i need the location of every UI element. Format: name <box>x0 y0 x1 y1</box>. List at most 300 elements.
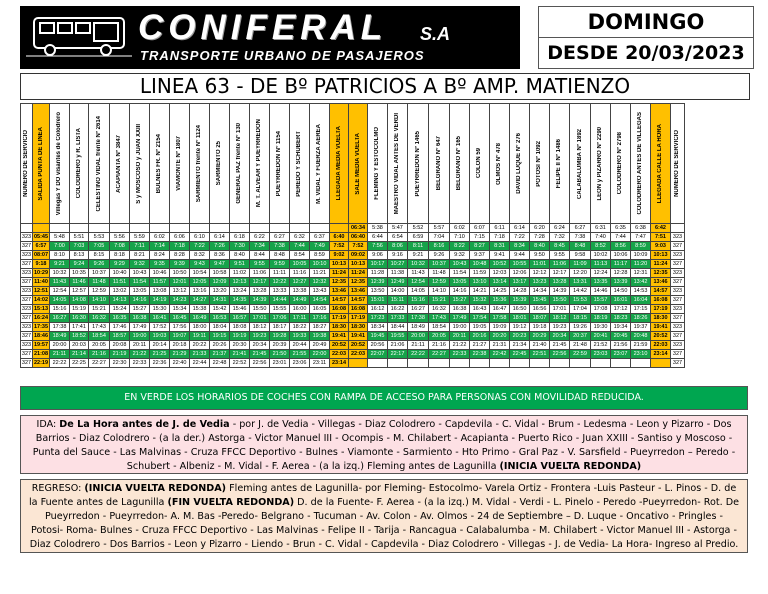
time-cell: 21:56 <box>611 341 631 350</box>
time-cell: 10:13 <box>330 260 349 269</box>
time-cell: 15:24 <box>110 305 130 314</box>
time-cell: 15:38 <box>190 305 210 314</box>
time-cell: 7:44 <box>611 233 631 242</box>
time-cell: 20:34 <box>550 332 570 341</box>
time-cell: 13:33 <box>270 287 290 296</box>
column-header-label: COLON 59 <box>476 148 482 179</box>
time-cell: 12:49 <box>388 278 408 287</box>
time-cell: 9:32 <box>130 260 150 269</box>
time-cell: 9:55 <box>550 251 570 260</box>
time-cell: 7:44 <box>290 242 310 251</box>
time-cell: 7:08 <box>110 242 130 251</box>
time-cell: 8:56 <box>611 242 631 251</box>
time-cell: 19:15 <box>210 332 230 341</box>
time-cell: 22:30 <box>110 359 130 368</box>
time-cell: 20:39 <box>270 341 290 350</box>
time-cell: 10:27 <box>388 260 408 269</box>
time-cell: 11:24 <box>651 260 671 269</box>
time-cell: 23:11 <box>310 359 330 368</box>
time-cell: 13:46 <box>349 287 368 296</box>
table-row <box>21 341 685 350</box>
table-row <box>21 269 685 278</box>
service-number-cell: 327 <box>671 278 685 287</box>
time-cell: 17:19 <box>349 314 368 323</box>
time-cell: 5:38 <box>368 224 388 233</box>
table-row <box>21 296 685 305</box>
time-cell: 14:57 <box>330 296 349 305</box>
table-row <box>21 224 685 233</box>
time-cell: 19:34 <box>611 323 631 332</box>
time-cell: 10:54 <box>190 269 210 278</box>
time-cell: 8:40 <box>530 242 550 251</box>
time-cell: 11:59 <box>470 269 490 278</box>
time-cell: 17:23 <box>368 314 388 323</box>
time-cell: 19:57 <box>33 342 49 348</box>
time-cell: 8:32 <box>190 251 210 260</box>
time-cell: 18:23 <box>611 314 631 323</box>
time-cell: 21:45 <box>550 341 570 350</box>
time-cell: 18:08 <box>230 323 250 332</box>
time-cell: 18:44 <box>388 323 408 332</box>
service-number-cell: 327 <box>671 242 685 251</box>
column-header-label: FLEMING Y ESTOCOLMO <box>374 127 380 200</box>
day-box <box>538 6 754 69</box>
time-cell: 21:50 <box>270 350 290 359</box>
time-cell: 14:28 <box>510 287 530 296</box>
time-cell: 12:35 <box>349 278 368 287</box>
column-header-label: CELESTINO VIDAL frente Nº 2614 <box>95 115 102 212</box>
column-header-label: LEON y PIZARRO Nº 2290 <box>597 126 603 201</box>
time-cell: 20:14 <box>150 341 170 350</box>
time-cell: 20:49 <box>310 341 330 350</box>
table-row <box>21 251 685 260</box>
column-header <box>651 104 671 224</box>
time-cell: 9:24 <box>70 260 89 269</box>
time-cell: 8:36 <box>210 251 230 260</box>
time-cell: 22:42 <box>490 350 510 359</box>
time-cell: 17:11 <box>290 314 310 323</box>
time-cell: 13:17 <box>510 278 530 287</box>
time-cell: 6:54 <box>388 233 408 242</box>
column-header-label: SALIDA PUNTA DE LINEA <box>37 126 44 201</box>
column-header-label: BELGRANO Nº 647 <box>435 136 442 191</box>
time-cell: 9:59 <box>270 260 290 269</box>
time-cell: 20:00 <box>50 341 70 350</box>
column-header-label: S y MOSCOSO y JUAN XXIII <box>136 123 142 204</box>
time-cell: 20:56 <box>368 341 388 350</box>
time-cell: 13:20 <box>210 287 230 296</box>
time-cell: 11:48 <box>89 278 110 287</box>
time-cell <box>170 224 190 233</box>
time-cell: 15:13 <box>33 306 49 312</box>
service-number-cell: 323 <box>21 288 32 294</box>
time-cell: 16:32 <box>89 314 110 323</box>
time-cell: 6:40 <box>330 233 349 242</box>
service-number-cell: 327 <box>21 297 32 303</box>
time-cell: 10:58 <box>210 269 230 278</box>
time-cell: 7:18 <box>170 242 190 251</box>
time-cell: 7:49 <box>310 242 330 251</box>
service-number-cell: 327 <box>21 243 32 249</box>
time-cell: 22:03 <box>651 341 671 350</box>
column-header-label: M. T. ALVEAR Y PUEYRREDON <box>256 119 262 208</box>
time-cell: 15:39 <box>510 296 530 305</box>
time-cell: 22:56 <box>550 350 570 359</box>
time-cell: 19:07 <box>170 332 190 341</box>
service-number-cell: 323 <box>671 251 685 260</box>
time-cell <box>429 359 450 368</box>
time-cell <box>210 224 230 233</box>
regreso-body-1: Fleming antes de Lagunilla- por Fleming- Estocolmo- Varela Ortiz - Frontera -Luis Pasteur - L. Pinos - D. de la Fuente antes de Lagunilla <box>29 483 737 508</box>
time-cell: 6:27 <box>570 224 591 233</box>
column-header <box>408 104 429 224</box>
time-cell: 20:37 <box>570 332 591 341</box>
timetable <box>20 103 685 368</box>
time-cell: 11:21 <box>310 269 330 278</box>
time-cell: 20:52 <box>330 341 349 350</box>
time-cell: 9:47 <box>210 260 230 269</box>
time-cell: 21:08 <box>33 351 49 357</box>
time-cell: 14:16 <box>450 287 470 296</box>
service-number-cell: 323 <box>21 234 32 240</box>
time-cell: 9:02 <box>330 251 349 260</box>
time-cell: 11:09 <box>570 260 591 269</box>
time-cell: 6:57 <box>33 242 50 251</box>
time-cell: 10:09 <box>631 251 651 260</box>
time-cell: 9:18 <box>33 260 50 269</box>
time-cell: 20:52 <box>651 332 671 341</box>
time-cell: 20:34 <box>250 341 270 350</box>
time-cell: 15:27 <box>450 296 470 305</box>
time-cell: 12:32 <box>310 278 330 287</box>
time-cell: 21:25 <box>150 350 170 359</box>
time-cell: 12:17 <box>250 278 270 287</box>
time-cell: 06:34 <box>349 224 368 233</box>
time-cell: 23:06 <box>290 359 310 368</box>
time-cell: 13:50 <box>368 287 388 296</box>
ida-lead: De La Hora antes de J. de Vedia <box>59 419 230 430</box>
time-cell: 19:45 <box>368 332 388 341</box>
time-cell: 20:52 <box>349 341 368 350</box>
time-cell: 14:49 <box>290 296 310 305</box>
time-cell: 6:42 <box>651 224 671 233</box>
time-cell: 7:52 <box>330 242 349 251</box>
time-cell: 6:59 <box>408 233 429 242</box>
column-header <box>210 104 230 224</box>
time-cell: 21:40 <box>530 341 550 350</box>
time-cell: 15:46 <box>230 305 250 314</box>
time-cell: 11:01 <box>530 260 550 269</box>
table-row <box>21 305 685 314</box>
time-cell: 16:38 <box>450 305 470 314</box>
table-row <box>21 242 685 251</box>
time-cell <box>570 359 591 368</box>
time-cell: 7:22 <box>190 242 210 251</box>
column-header <box>591 104 611 224</box>
time-cell: 22:03 <box>349 350 368 359</box>
time-cell: 10:55 <box>510 260 530 269</box>
time-cell: 22:52 <box>230 359 250 368</box>
time-cell: 11:48 <box>429 269 450 278</box>
time-cell: 10:32 <box>408 260 429 269</box>
time-cell: 17:54 <box>470 314 490 323</box>
time-cell: 6:02 <box>150 233 170 242</box>
time-cell <box>50 224 70 233</box>
column-header-label: M. VIDAL Y FUERZA AEREA <box>316 123 322 204</box>
time-cell: 9:06 <box>368 251 388 260</box>
time-cell: 23:07 <box>611 350 631 359</box>
time-cell: 6:07 <box>470 224 490 233</box>
time-cell <box>330 224 349 233</box>
time-cell: 11:40 <box>34 279 48 285</box>
route-title: LINEA 63 - DE Bº PATRICIOS A Bº AMP. MATIENZO <box>20 73 750 100</box>
time-cell: 12:51 <box>33 288 49 294</box>
company-logo <box>20 6 520 69</box>
timetable-header-row <box>21 104 685 224</box>
time-cell: 22:22 <box>408 350 429 359</box>
time-cell: 21:19 <box>110 350 130 359</box>
time-cell: 8:13 <box>70 251 89 260</box>
time-cell: 12:39 <box>368 278 388 287</box>
time-cell: 19:11 <box>190 332 210 341</box>
time-cell: 19:26 <box>570 323 591 332</box>
time-cell: 18:54 <box>429 323 450 332</box>
regreso-route-box <box>20 479 748 553</box>
time-cell: 18:52 <box>70 332 89 341</box>
time-cell: 20:23 <box>510 332 530 341</box>
time-cell: 18:57 <box>110 332 130 341</box>
time-cell: 22:19 <box>33 360 49 366</box>
column-header <box>388 104 408 224</box>
time-cell: 10:37 <box>429 260 450 269</box>
header <box>20 6 752 69</box>
time-cell: 19:23 <box>250 332 270 341</box>
time-cell: 9:51 <box>230 260 250 269</box>
column-header-label: SARMIENTO frente Nº 1124 <box>196 124 202 203</box>
time-cell: 23:01 <box>270 359 290 368</box>
time-cell: 11:24 <box>349 269 368 278</box>
column-header-label: POTOSI Nº 1092 <box>536 140 542 187</box>
time-cell: 20:11 <box>130 341 150 350</box>
table-row <box>21 332 685 341</box>
time-cell: 17:41 <box>70 323 89 332</box>
time-cell: 7:03 <box>70 242 89 251</box>
service-number-cell: 323 <box>671 323 685 332</box>
time-cell <box>250 224 270 233</box>
column-header-label: MAESTRO VIDAL ANTES DE VERDI <box>394 112 400 215</box>
time-cell: 17:46 <box>110 323 130 332</box>
time-cell: 16:41 <box>150 314 170 323</box>
column-header <box>368 104 388 224</box>
time-cell <box>349 359 368 368</box>
time-cell: 9:26 <box>429 251 450 260</box>
time-cell: 8:45 <box>550 242 570 251</box>
time-cell: 12:13 <box>230 278 250 287</box>
time-cell <box>510 359 530 368</box>
service-number-cell: 327 <box>671 296 685 305</box>
time-cell: 6:24 <box>550 224 570 233</box>
time-cell: 13:28 <box>550 278 570 287</box>
column-header-label: GENERAL PAZ frente Nº 130 <box>236 123 242 204</box>
table-row <box>21 350 685 359</box>
time-cell: 15:01 <box>368 296 388 305</box>
time-cell <box>651 359 671 368</box>
service-number-cell <box>671 224 685 233</box>
time-cell: 13:23 <box>530 278 550 287</box>
time-cell: 20:16 <box>470 332 490 341</box>
time-cell: 17:15 <box>631 305 651 314</box>
time-cell: 18:49 <box>50 332 70 341</box>
brand-suffix: S.A <box>420 24 451 44</box>
column-header-label: ACAPIANTA Nº 3847 <box>116 134 122 193</box>
time-cell: 18:12 <box>250 323 270 332</box>
time-cell: 11:43 <box>50 278 70 287</box>
time-cell: 19:09 <box>490 323 510 332</box>
time-cell: 20:08 <box>110 341 130 350</box>
column-header <box>150 104 170 224</box>
column-header <box>50 104 70 224</box>
time-cell: 16:43 <box>470 305 490 314</box>
time-cell: 14:08 <box>70 296 89 305</box>
time-cell: 22:03 <box>330 350 349 359</box>
time-cell: 15:36 <box>490 296 510 305</box>
time-cell: 10:32 <box>50 269 70 278</box>
time-cell: 16:12 <box>368 305 388 314</box>
time-cell: 11:06 <box>550 260 570 269</box>
time-cell: 6:44 <box>368 233 388 242</box>
time-cell: 11:11 <box>270 269 290 278</box>
time-cell: 9:50 <box>530 251 550 260</box>
service-number-cell: 327 <box>21 315 32 321</box>
time-cell: 16:47 <box>490 305 510 314</box>
time-cell: 7:40 <box>591 233 611 242</box>
time-cell: 22:33 <box>130 359 150 368</box>
time-cell: 13:24 <box>230 287 250 296</box>
time-cell: 7:15 <box>470 233 490 242</box>
time-cell: 14:25 <box>490 287 510 296</box>
time-cell: 14:53 <box>631 287 651 296</box>
time-cell: 10:52 <box>490 260 510 269</box>
time-cell: 14:21 <box>470 287 490 296</box>
time-cell: 12:20 <box>570 269 591 278</box>
time-cell: 8:34 <box>510 242 530 251</box>
time-cell: 12:03 <box>490 269 510 278</box>
table-row <box>21 287 685 296</box>
time-cell: 7:47 <box>631 233 651 242</box>
time-cell: 10:05 <box>290 260 310 269</box>
time-cell: 14:46 <box>591 287 611 296</box>
time-cell: 11:38 <box>388 269 408 278</box>
time-cell: 12:22 <box>270 278 290 287</box>
time-cell: 13:28 <box>250 287 270 296</box>
time-cell: 22:27 <box>89 359 110 368</box>
time-cell: 16:50 <box>510 305 530 314</box>
time-cell: 22:00 <box>310 350 330 359</box>
column-header-label: FELIPE II Nº 1486 <box>556 138 562 189</box>
time-cell: 7:18 <box>490 233 510 242</box>
column-header <box>510 104 530 224</box>
time-cell: 19:00 <box>130 332 150 341</box>
time-cell: 19:37 <box>631 323 651 332</box>
time-cell: 6:35 <box>611 224 631 233</box>
time-cell <box>270 224 290 233</box>
time-cell: 8:48 <box>570 242 591 251</box>
column-header-label: PUEYRREDON Nº 1465 <box>414 130 421 197</box>
regreso-lead: (INICIA VUELTA REDONDA) <box>84 483 227 494</box>
time-cell: 11:24 <box>330 269 349 278</box>
time-cell: 20:30 <box>230 341 250 350</box>
time-cell: 06:40 <box>349 233 368 242</box>
time-cell: 11:43 <box>408 269 429 278</box>
time-cell: 5:59 <box>130 233 150 242</box>
time-cell: 11:28 <box>368 269 388 278</box>
time-cell: 6:18 <box>230 233 250 242</box>
time-cell: 6:37 <box>310 233 330 242</box>
time-cell <box>530 359 550 368</box>
time-cell: 20:05 <box>429 332 450 341</box>
time-cell: 8:22 <box>450 242 470 251</box>
time-cell <box>310 224 330 233</box>
time-cell: 13:38 <box>290 287 310 296</box>
time-cell: 17:19 <box>330 314 349 323</box>
time-cell <box>70 224 89 233</box>
time-cell <box>33 224 50 233</box>
time-cell: 7:14 <box>150 242 170 251</box>
time-cell: 17:19 <box>651 305 671 314</box>
service-number-cell: 323 <box>21 342 32 348</box>
time-cell: 7:30 <box>230 242 250 251</box>
time-cell: 10:37 <box>89 269 110 278</box>
time-cell: 21:45 <box>250 350 270 359</box>
time-cell: 08:07 <box>33 252 49 258</box>
time-cell: 6:31 <box>591 224 611 233</box>
regreso-label: REGRESO: <box>31 483 82 494</box>
time-cell: 22:40 <box>170 359 190 368</box>
time-cell: 20:29 <box>530 332 550 341</box>
time-cell: 20:18 <box>170 341 190 350</box>
time-cell: 23:14 <box>330 359 349 368</box>
time-cell: 15:21 <box>89 305 110 314</box>
time-cell: 14:05 <box>408 287 429 296</box>
time-cell: 15:27 <box>130 305 150 314</box>
time-cell: 5:48 <box>50 233 70 242</box>
time-cell: 13:43 <box>310 287 330 296</box>
time-cell: 5:52 <box>408 224 429 233</box>
time-cell: 6:02 <box>450 224 470 233</box>
time-cell: 13:12 <box>170 287 190 296</box>
time-cell: 6:06 <box>170 233 190 242</box>
time-cell: 17:08 <box>591 305 611 314</box>
time-cell: 17:35 <box>33 324 49 330</box>
time-cell: 7:38 <box>270 242 290 251</box>
time-cell: 13:10 <box>470 278 490 287</box>
time-cell: 17:43 <box>89 323 110 332</box>
time-cell: 10:48 <box>470 260 490 269</box>
time-cell: 20:20 <box>490 332 510 341</box>
time-cell: 21:55 <box>290 350 310 359</box>
column-header-label: LLEGADA CALLE LA HORA <box>657 123 663 204</box>
time-cell: 6:14 <box>510 224 530 233</box>
time-cell: 19:55 <box>388 332 408 341</box>
time-cell: 14:44 <box>270 296 290 305</box>
time-cell: 18:17 <box>270 323 290 332</box>
time-cell: 8:59 <box>310 251 330 260</box>
time-cell: 20:48 <box>631 332 651 341</box>
time-cell: 13:02 <box>110 287 130 296</box>
time-cell: 19:18 <box>530 323 550 332</box>
column-header <box>470 104 490 224</box>
time-cell: 16:49 <box>190 314 210 323</box>
